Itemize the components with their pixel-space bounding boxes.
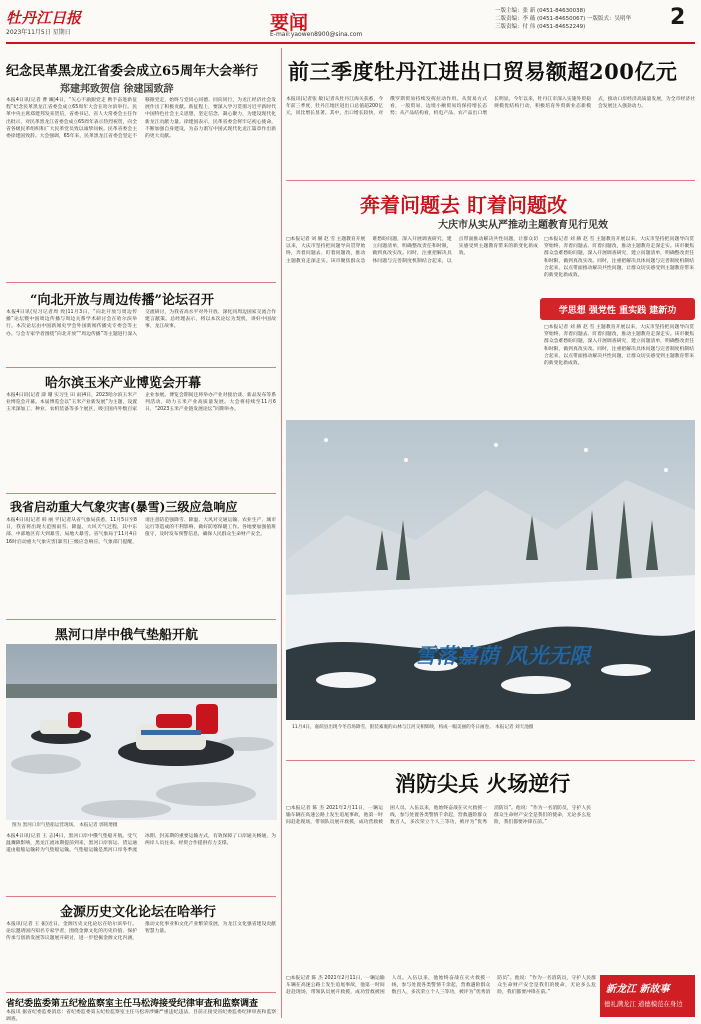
divider bbox=[6, 493, 276, 494]
section-title: 要闻 bbox=[270, 12, 309, 34]
section-email: E-mail:yaowen8900@sina.com bbox=[270, 31, 363, 38]
divider bbox=[286, 180, 695, 181]
article-body-continued: □本报记者 刘 赫 赵 雪 主题教育开展以来，大庆市坚持把问题导向贯穿始终，奔着问题去、盯着问题改，推动主题教育走深走实。该市聚焦群众急难愁盼问题，深入开展调查研究，建立问题清单，明确整改责任和时限，做到真改实改。同时，注重把解决具体问题与完善制度机制结合起来，以点带面推动解决共性问题，让群众切实感受到主题教育带来的新变化新成效。 bbox=[544, 325, 694, 367]
editor-line: 二版责编：李 薇 (0451-84650067) 一版版式：吴明华 bbox=[495, 16, 632, 22]
series-ribbon bbox=[600, 975, 695, 1017]
article-body-continued: □本报记者 陈 杰 2021年2月11日，一辆运输车辆在高速公路上发生追尾事故，他第一时间赶赴现场，带领队员展开救援，成功营救被困人员。入伍以来，他始终奋战在灭火救援一线，参与处置各类警情千余起，营救遇险群众数百人，多次荣立个人三等功，被评为“优秀消防员”。他说：“作为一名消防员，守护人民群众生命财产安全是我们的使命，无论多么危险，我们都要冲锋在前。” bbox=[286, 976, 596, 996]
article-body: 本报4日讯(记者 韩 丽 平)记者从省气象局获悉，11月5日至8日，我省将出现大范围雨雪、降温、大风天气过程，其中东部、中部地区有大到暴雪，局地大暴雪。省气象局于11月4日16时启动重大气象灾害(暴雪)三级应急响应。气象部门提醒，请注意防范强降雪、降温、大风对交通运输、农业生产、城市运行等造成的不利影响，做好防寒保暖工作。各地要加强值班值守，及时发布预警信息，确保人民群众生命财产安全。 bbox=[6, 518, 276, 545]
campaign-banner: 学思想 强党性 重实践 建新功 bbox=[540, 298, 695, 320]
photo-caption: 11月4日，嘉荫县出现今冬首场降雪，银装素裹的山林与江河交相辉映，构成一幅美丽的冬日画卷。 本报记者 刘天池摄 bbox=[292, 725, 534, 730]
ribbon-title: 新龙江 新故事 bbox=[606, 984, 670, 995]
editor-line: 一版主编：张 新 (0451-84630038) bbox=[495, 8, 586, 14]
divider bbox=[6, 896, 276, 897]
date-line: 2023年11月5日 星期日 bbox=[6, 29, 71, 36]
article-title: 黑河口岸中俄气垫船开航 bbox=[55, 628, 199, 643]
article-title: 纪念民革黑龙江省委会成立65周年大会举行 bbox=[6, 64, 259, 79]
article-title: 我省启动重大气象灾害(暴雪)三级应急响应 bbox=[10, 500, 238, 514]
page-number: 2 bbox=[670, 5, 686, 30]
divider bbox=[286, 760, 695, 761]
article-body: □本报记者 陈 杰 2021年2月11日，一辆运输车辆在高速公路上发生追尾事故，他第一时间赶赴现场，带领队员展开救援，成功营救被困人员。入伍以来，他始终奋战在灭火救援一线，参与处置各类警情千余起，营救遇险群众数百人，多次荣立个人三等功，被评为“优秀消防员”。他说：“作为一名消防员，守护人民群众生命财产安全是我们的使命，无论多么危险，我们都要冲锋在前。” bbox=[286, 806, 591, 826]
hovercraft-photo bbox=[6, 644, 277, 820]
editors-block bbox=[495, 7, 655, 31]
masthead: 牡丹江日报 bbox=[6, 9, 82, 27]
article-subtitle: 郑建邦致贺信 徐建国致辞 bbox=[60, 84, 174, 95]
hovercraft-image bbox=[6, 644, 277, 820]
article-body: 本报4日讯(记者 薛 珊 实习生 田 雨)4日，2023哈尔滨玉米产业博览会开幕。本届博览会以“玉米产业新发展”为主题，设置玉米深加工、种业、农机装备等多个展区，吸引国内外数百家企业参展。博览会期间还将举办产业对接洽谈、新品发布等系列活动，助力玉米产业高质量发展。大会将持续至11月6日，“2023玉米产业链发展论坛”同期举办。 bbox=[6, 393, 276, 413]
snow-landscape-image bbox=[286, 420, 695, 720]
photo-title: 雪落嘉荫 风光无限 bbox=[415, 643, 591, 668]
article-title: 哈尔滨玉米产业博览会开幕 bbox=[45, 376, 202, 391]
article-body-continued: □本报记者 刘 赫 赵 雪 主题教育开展以来，大庆市坚持把问题导向贯穿始终，奔着问题去、盯着问题改，推动主题教育走深走实。该市聚焦群众急难愁盼问题，深入开展调查研究，建立问题清单，明确整改责任和时限，做到真改实改。同时，注重把解决具体问题与完善制度机制结合起来，以点带面推动解决共性问题，让群众切实感受到主题教育带来的新变化新成效。 bbox=[544, 237, 694, 279]
article-body: 本报讯(记者 王 振)近日，金源历史文化论坛在哈尔滨举行。论坛邀请国内知名专家学者，围绕金源文化的历史价值、保护传承与创新发展等议题展开研讨，进一步挖掘金源文化内涵，推动文化事业和文化产业繁荣发展，为龙江文化强省建设贡献智慧力量。 bbox=[6, 922, 276, 942]
article-subtitle: 大庆市从实从严推动主题教育见行见效 bbox=[438, 220, 608, 231]
photo-caption: 图为 黑河口岸气垫船运营现场。 本报记者 郭铭增摄 bbox=[12, 823, 118, 828]
article-title: “向北开放与周边传播”论坛召开 bbox=[30, 293, 214, 308]
article-body: 本报讯 据省纪委监委消息：省纪委监委第五纪检监察室主任马松涛涉嫌严重违纪违法，目前正接受省纪委监委纪律审查和监察调查。 bbox=[6, 1010, 276, 1023]
article-title: 奔着问题去 盯着问题改 bbox=[360, 193, 567, 217]
article-body: 本报4日讯(记者 王 志)4日，黑河口岸中俄气垫船开航。受气温骤降影响，黑龙江流冰期提前到来，黑河口岸客运、货运通道由船舶运输转为气垫船运输。气垫船运输是黑河口岸冬季流冰期、封冻期的重要运输方式，有效保障了口岸通关畅通，为两岸人员往来、经贸合作提供有力支撑。 bbox=[6, 834, 276, 854]
article-body: 本报4日讯(见习记者周 致)11月3日，“向北开放与周边传播”论坛暨中国周边传播与周边关系学术研讨会在哈尔滨举行。本次论坛由中国新闻史学会外国新闻传播史专委会等主办。与会专家学者围绕“向北开放”“周边传播”等主题进行深入交流研讨，为我省高水平对外开放、深化同周边国家交流合作建言献策。总经理表示，将以本次论坛为契机，讲好中国故事、龙江故事。 bbox=[6, 310, 276, 337]
article-body: □本报记者 刘 赫 赵 雪 主题教育开展以来，大庆市坚持把问题导向贯穿始终，奔着问题去、盯着问题改，推动主题教育走深走实。该市聚焦群众急难愁盼问题，深入开展调查研究，建立问题清单，明确整改责任和时限，做到真改实改。同时，注重把解决具体问题与完善制度机制结合起来，以点带面推动解决共性问题，让群众切实感受到主题教育带来的新变化新成效。 bbox=[286, 237, 538, 264]
header-rule bbox=[6, 42, 695, 44]
editor-line: 三版责编：付 伟 (0451-84652249) bbox=[495, 24, 586, 30]
column-divider bbox=[281, 48, 282, 1018]
page-header bbox=[0, 0, 701, 44]
divider bbox=[6, 282, 276, 283]
article-title: 省纪委监委第五纪检监察室主任马松涛接受纪律审查和监察调查 bbox=[6, 999, 259, 1009]
article-title: 消防尖兵 火场逆行 bbox=[395, 771, 571, 796]
divider bbox=[6, 367, 276, 368]
article-body: 本报讯(记者张 敏)记者从牡丹江海关获悉，今年前三季度，牡丹江地区进出口总值超200亿元，同比增长显著。其中，出口增长较快，对俄罗斯贸易持续发挥拉动作用。从贸易方式看，一般贸易、边境小额贸易均保持增长态势；从产品结构看，机电产品、农产品出口增长明显。今年以来，牡丹江市深入实施外贸稳规模优结构行动，积极培育外贸新业态新模式，推动口岸经济高质量发展，为全市经济社会发展注入强劲动力。 bbox=[286, 97, 695, 117]
snow-landscape-photo bbox=[286, 420, 695, 720]
divider bbox=[6, 992, 276, 993]
article-title: 金源历史文化论坛在哈举行 bbox=[60, 905, 217, 920]
divider bbox=[6, 619, 276, 620]
lead-headline: 前三季度牡丹江进出口贸易额超200亿元 bbox=[288, 59, 678, 84]
ribbon-subtitle: 德礼满龙江 道德模范在身边 bbox=[604, 1000, 683, 1008]
article-body: 本报4日讯(记者 曹 曦)4日，“矢心不渝跟党走 携手奋进新征程”纪念民革黑龙江省委会成立65周年大会在哈尔滨举行。民革中央主席郑建邦发来贺信，省委书记、省人大常委会主任作出批示，对民革黑龙江省委会成立65周年表示热烈祝贺，向全省各级民革组织和广大民革党员致以诚挚问候。民革省委会主委徐建国致辞。大会强调，65年来，民革黑龙江省委会坚定不移跟党走，始终与党同心同德、同向同行，为龙江经济社会发展作出了积极贡献。新征程上，要深入学习贯彻习近平新时代中国特色社会主义思想，坚定信念、凝心聚力，为建设现代化新龙江贡献力量。徐建国表示，民革省委会将牢记初心使命，不断加强自身建设，为奋力谱写中国式现代化龙江篇章作出新的更大贡献。 bbox=[6, 98, 276, 140]
